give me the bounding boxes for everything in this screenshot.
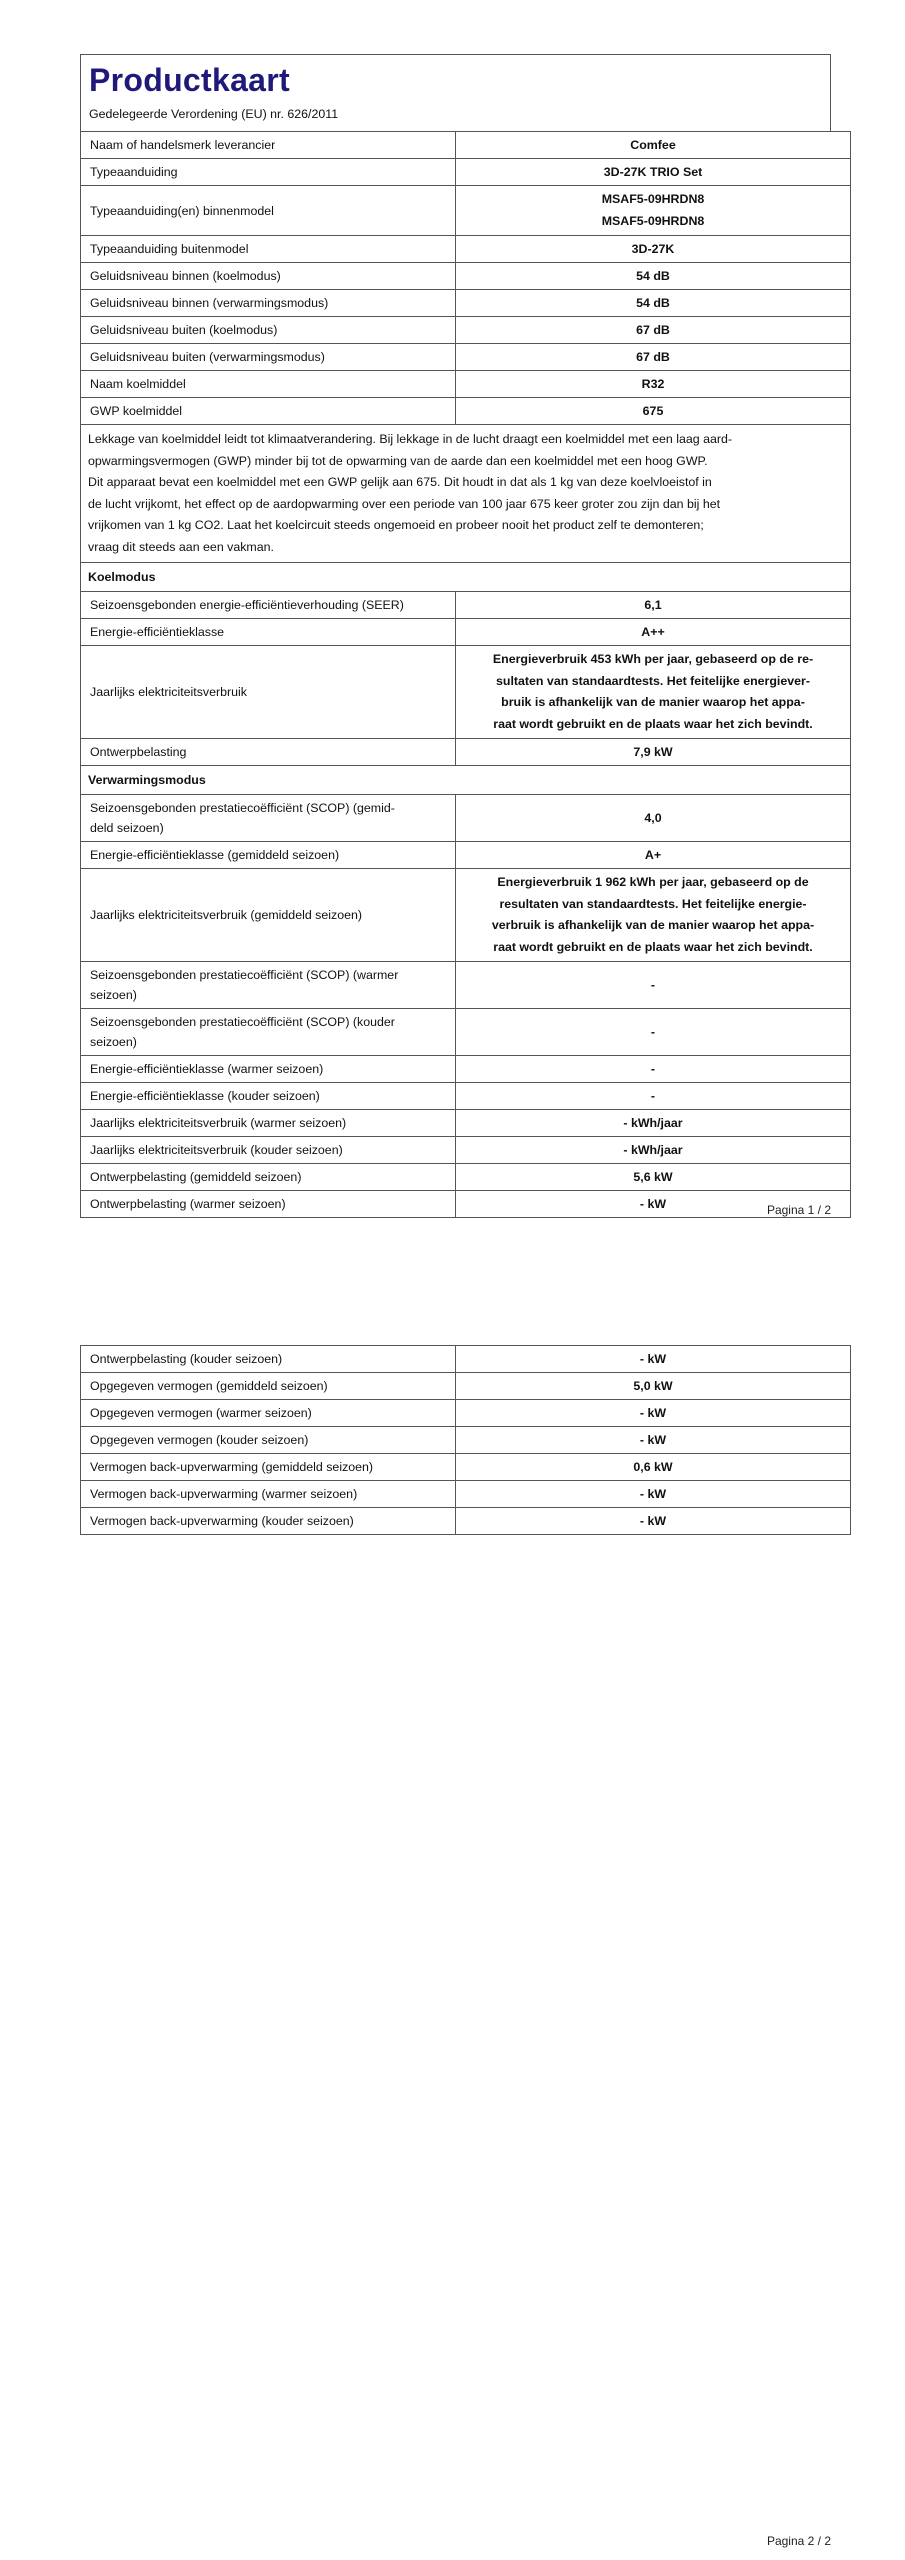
row-value: A++ xyxy=(456,619,851,646)
table-row xyxy=(81,344,851,371)
table-row xyxy=(81,1009,851,1056)
row-label: Seizoensgebonden prestatiecoëfficiënt (SCOP) (warmer seizoen) xyxy=(81,962,456,1009)
row-value: 6,1 xyxy=(456,592,851,619)
table-row xyxy=(81,795,851,842)
row-label: Jaarlijks elektriciteitsverbruik (gemiddeld seizoen) xyxy=(81,869,456,962)
row-value: MSAF5-09HRDN8 MSAF5-09HRDN8 xyxy=(456,186,851,236)
table-row xyxy=(81,1191,851,1218)
row-value: Energieverbruik 1 962 kWh per jaar, gebaseerd op de resultaten van standaardtests. Het feitelijke energie- verbruik is afhankelijk van de manier waarop het appa- raat wordt gebruikt en de plaats waar het zich bevindt. xyxy=(456,869,851,962)
row-value: A+ xyxy=(456,842,851,869)
row-label: Energie-efficiëntieklasse (warmer seizoen) xyxy=(81,1056,456,1083)
table-row xyxy=(81,290,851,317)
row-label: Typeaanduiding xyxy=(81,159,456,186)
table-row xyxy=(81,1400,851,1427)
regulation-subtitle: Gedelegeerde Verordening (EU) nr. 626/2011 xyxy=(89,107,339,121)
row-label: Geluidsniveau binnen (verwarmingsmodus) xyxy=(81,290,456,317)
table-row xyxy=(81,646,851,739)
row-label: Geluidsniveau buiten (verwarmingsmodus) xyxy=(81,344,456,371)
row-value: 67 dB xyxy=(456,317,851,344)
row-value: Energieverbruik 453 kWh per jaar, gebaseerd op de re- sultaten van standaardtests. Het feitelijke energiever- bruik is afhankelijk van de manier waarop het appa- raat wordt gebruikt en de plaats waar het zich bevindt. xyxy=(456,646,851,739)
row-value: 3D-27K xyxy=(456,236,851,263)
row-value: - kW xyxy=(456,1400,851,1427)
table-row xyxy=(81,1137,851,1164)
row-label: Ontwerpbelasting (gemiddeld seizoen) xyxy=(81,1164,456,1191)
page-title: Productkaart xyxy=(89,62,290,98)
table-row xyxy=(81,962,851,1009)
row-value: 3D-27K TRIO Set xyxy=(456,159,851,186)
row-value: - xyxy=(456,962,851,1009)
row-value: - kWh/jaar xyxy=(456,1110,851,1137)
row-label: Geluidsniveau buiten (koelmodus) xyxy=(81,317,456,344)
table-row xyxy=(81,317,851,344)
page-number: Pagina 1 / 2 xyxy=(766,1203,831,1217)
row-label: Opgegeven vermogen (kouder seizoen) xyxy=(81,1427,456,1454)
product-sheet-page-2 xyxy=(80,1345,831,1535)
row-label: Ontwerpbelasting (kouder seizoen) xyxy=(81,1346,456,1373)
section-heading-cooling: Koelmodus xyxy=(81,563,851,592)
sheet-header xyxy=(80,54,831,131)
table-row xyxy=(81,842,851,869)
row-value: 675 xyxy=(456,398,851,425)
row-value: 54 dB xyxy=(456,290,851,317)
table-row xyxy=(81,1346,851,1373)
row-value: Comfee xyxy=(456,132,851,159)
table-row xyxy=(81,739,851,766)
table-row xyxy=(81,869,851,962)
row-value: - kW xyxy=(456,1481,851,1508)
row-value: 54 dB xyxy=(456,263,851,290)
table-row xyxy=(81,1164,851,1191)
row-label: Seizoensgebonden prestatiecoëfficiënt (SCOP) (gemid- deld seizoen) xyxy=(81,795,456,842)
row-value: - kW xyxy=(456,1346,851,1373)
row-value: 5,0 kW xyxy=(456,1373,851,1400)
row-value: 4,0 xyxy=(456,795,851,842)
row-label: Opgegeven vermogen (warmer seizoen) xyxy=(81,1400,456,1427)
row-value: 67 dB xyxy=(456,344,851,371)
row-label: Energie-efficiëntieklasse xyxy=(81,619,456,646)
row-label: Seizoensgebonden energie-efficiëntieverhouding (SEER) xyxy=(81,592,456,619)
row-label: Jaarlijks elektriciteitsverbruik (warmer seizoen) xyxy=(81,1110,456,1137)
table-row xyxy=(81,1056,851,1083)
row-value: - kW xyxy=(456,1508,851,1535)
table-row xyxy=(81,1481,851,1508)
row-value: 0,6 kW xyxy=(456,1454,851,1481)
row-value: R32 xyxy=(456,371,851,398)
row-value: - xyxy=(456,1083,851,1110)
table-row xyxy=(81,1110,851,1137)
product-data-table-continued xyxy=(80,1345,851,1535)
row-value: - kW xyxy=(456,1427,851,1454)
product-sheet-page-1 xyxy=(80,54,831,1218)
row-label: Jaarlijks elektriciteitsverbruik (kouder seizoen) xyxy=(81,1137,456,1164)
row-value: - kW xyxy=(456,1191,851,1218)
row-label: Geluidsniveau binnen (koelmodus) xyxy=(81,263,456,290)
row-label: Opgegeven vermogen (gemiddeld seizoen) xyxy=(81,1373,456,1400)
row-label: Vermogen back-upverwarming (kouder seizoen) xyxy=(81,1508,456,1535)
row-label: Jaarlijks elektriciteitsverbruik xyxy=(81,646,456,739)
row-label: Ontwerpbelasting (warmer seizoen) xyxy=(81,1191,456,1218)
refrigerant-note-row xyxy=(81,425,851,563)
refrigerant-note: Lekkage van koelmiddel leidt tot klimaatverandering. Bij lekkage in de lucht draagt een koelmiddel met een laag aard- opwarmingsvermogen (GWP) minder bij tot de opwarming van de aarde dan een koelmiddel met een hoog GWP. Dit apparaat bevat een koelmiddel met een GWP gelijk aan 675. Dit houdt in dat als 1 kg van deze koelvloeistof in de lucht vrijkomt, het effect op de aardopwarming over een periode van 100 jaar 675 keer groter zou zijn dan bij het vrijkomen van 1 kg CO2. Laat het koelcircuit steeds ongemoeid en probeer nooit het product zelf te demonteren; vraag dit steeds aan een vakman. xyxy=(81,425,851,563)
row-label: Energie-efficiëntieklasse (gemiddeld seizoen) xyxy=(81,842,456,869)
table-row xyxy=(81,263,851,290)
table-row xyxy=(81,1083,851,1110)
row-value: - kWh/jaar xyxy=(456,1137,851,1164)
row-label: Naam of handelsmerk leverancier xyxy=(81,132,456,159)
section-heading-heating-row xyxy=(81,766,851,795)
product-data-table xyxy=(80,131,851,1218)
section-heading-heating: Verwarmingsmodus xyxy=(81,766,851,795)
row-value: 5,6 kW xyxy=(456,1164,851,1191)
table-row xyxy=(81,371,851,398)
table-row xyxy=(81,1427,851,1454)
row-label: Typeaanduiding(en) binnenmodel xyxy=(81,186,456,236)
row-label: Ontwerpbelasting xyxy=(81,739,456,766)
row-label: Naam koelmiddel xyxy=(81,371,456,398)
table-row xyxy=(81,236,851,263)
row-label: GWP koelmiddel xyxy=(81,398,456,425)
table-row xyxy=(81,1454,851,1481)
row-value: - xyxy=(456,1056,851,1083)
table-row xyxy=(81,592,851,619)
table-row xyxy=(81,159,851,186)
table-row xyxy=(81,1373,851,1400)
table-row xyxy=(81,186,851,236)
row-label: Vermogen back-upverwarming (warmer seizoen) xyxy=(81,1481,456,1508)
row-label: Typeaanduiding buitenmodel xyxy=(81,236,456,263)
page-number: Pagina 2 / 2 xyxy=(766,2534,831,2548)
row-label: Energie-efficiëntieklasse (kouder seizoen) xyxy=(81,1083,456,1110)
row-label: Vermogen back-upverwarming (gemiddeld seizoen) xyxy=(81,1454,456,1481)
row-label: Seizoensgebonden prestatiecoëfficiënt (SCOP) (kouder seizoen) xyxy=(81,1009,456,1056)
table-row xyxy=(81,132,851,159)
row-value: 7,9 kW xyxy=(456,739,851,766)
section-heading-cooling-row xyxy=(81,563,851,592)
row-value: - xyxy=(456,1009,851,1056)
table-row xyxy=(81,1508,851,1535)
table-row xyxy=(81,398,851,425)
table-row xyxy=(81,619,851,646)
